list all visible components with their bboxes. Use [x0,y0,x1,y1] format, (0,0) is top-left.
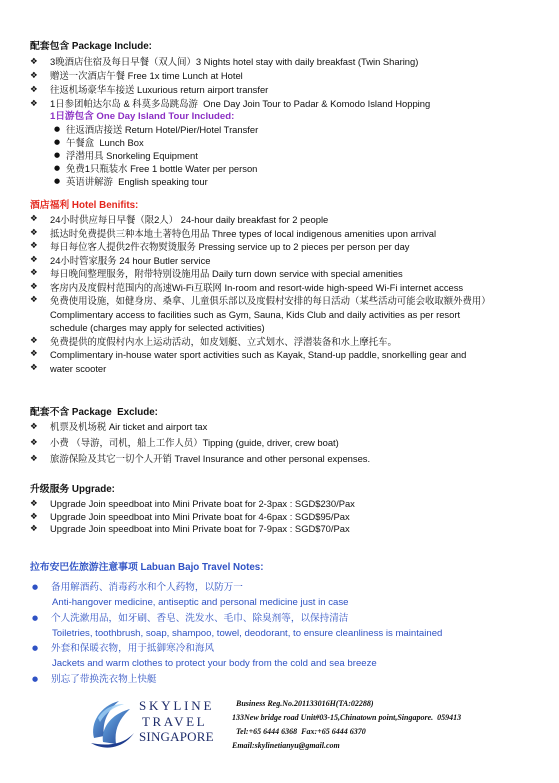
diamond-bullet-icon [30,83,38,97]
list-item-text: 赠送一次酒店午餐 Free 1x time Lunch at Hotel [50,70,243,81]
tour-included-list [0,123,559,188]
list-item-text: 每日晚间整理服务，附带特别设施用品 Daily turn down service with special amenities [50,268,403,279]
list-item-text: 往返酒店接送 Return Hotel/Pier/Hotel Transfer [66,124,259,135]
list-item [0,123,559,136]
dot-bullet-icon [54,175,60,188]
diamond-bullet-icon [30,213,38,227]
list-item [0,498,559,511]
package-exclude-title: 配套不含 Package Exclude: [30,407,158,418]
package-exclude-list [0,419,559,467]
list-item [0,335,559,349]
list-item-text: 24小时供应每日早餐（限2人） 24-hour daily breakfast for 2 people [50,214,329,225]
note-en-text: Anti-hangover medicine, antiseptic and personal medicine just in case [52,597,349,609]
list-item-text: 免费1只瓶装水 Free 1 bottle Water per person [66,163,258,174]
note-item [0,611,559,626]
logo-text-line: SKYLINE [139,698,215,713]
diamond-bullet-icon [30,523,38,536]
list-item-text: 小费 （导游，司机，船上工作人员）Tipping (guide, driver, crew boat) [50,437,339,448]
list-item-text: 免费提供的度假村内水上运动活动，如皮划艇、立式划水、浮潜装备和水上摩托车。 [50,335,397,347]
list-item-text: 抵达时免费提供三种本地土著特色用品 Three types of local indigenous amenities upon arrival [50,227,437,239]
list-item-text: 机票及机场税 Air ticket and airport tax [50,421,208,432]
list-item-text: 旅游保险及其它一切个人开销 Travel Insurance and other personal expenses. [50,453,371,464]
note-en-line [0,626,559,641]
list-item-text: Upgrade Join speedboat into Mini Private boat for 4-6pax : SGD$95/Pax [50,510,350,522]
note-zh-text: 个人洗漱用品，如牙刷、香皂、洗发水、毛巾、除臭剂等，以保持清洁 [51,612,349,624]
diamond-bullet-icon [30,281,38,295]
package-include-title: 配套包含 Package Include: [30,41,152,52]
note-en-line [0,656,559,671]
diamond-bullet-icon [30,348,38,362]
diamond-bullet-icon [30,435,38,451]
dot-bullet-icon [32,672,38,687]
diamond-bullet-icon [30,240,38,254]
list-item-text: 3晚酒店住宿及每日早餐（双人间）3 Nights hotel stay with daily breakfast (Twin Sharing) [50,56,419,67]
logo-text-line: TRAVEL [142,714,208,729]
dot-bullet-icon [54,136,60,149]
travel-notes-list [0,580,559,687]
dot-bullet-icon [32,641,38,656]
hotel-benefits-list [0,213,559,375]
dot-bullet-icon [32,580,38,595]
diamond-bullet-icon [30,451,38,467]
list-item [0,435,559,451]
list-item-text: Complimentary in-house water sport activities such as Kayak, Stand-up paddle, snorkelling gear and [50,349,467,360]
list-item [0,149,559,162]
note-en-line [0,595,559,610]
upgrade-list [0,498,559,536]
list-item [0,136,559,149]
list-item-text: 往返机场豪华车接送 Luxurious return airport transfer [50,84,269,95]
list-item [0,69,559,83]
upgrade-title: 升级服务 Upgrade: [30,484,115,495]
list-item [0,281,559,295]
list-item-text: water scooter [50,362,107,374]
note-en-text: Jackets and warm clothes to protect your body from the cold and sea breeze [52,658,377,670]
list-item-text: 免费使用设施，如健身房、桑拿、儿童俱乐部以及度假村安排的每日活动（某些活动可能会收取额外费用） [50,295,491,306]
logo-text-line: SINGAPORE [139,729,214,744]
company-email: Email:skylinetianyu@gmail.com [232,741,340,750]
dot-bullet-icon [54,149,60,162]
note-zh-text: 外套和保暖衣物，用于抵御寒冷和海风 [51,643,215,655]
dot-bullet-icon [32,611,38,626]
diamond-bullet-icon [30,227,38,241]
diamond-bullet-icon [30,511,38,524]
business-reg-number: Business Reg.No.201133016H(TA:02288) [236,699,374,708]
company-logo [88,696,224,754]
diamond-bullet-icon [30,294,38,308]
list-item [0,240,559,254]
note-item [0,672,559,687]
note-item [0,580,559,595]
list-item-continuation [0,321,559,335]
company-tel-fax: Tel:+65 6444 6368 Fax:+65 6444 6370 [236,727,366,736]
note-item [0,641,559,656]
list-item-text: 24小时管家服务 24 hour Butler service [50,254,211,266]
hotel-benefits-title: 酒店福利 Hotel Benifits: [30,200,139,211]
list-item [0,267,559,281]
note-zh-text: 别忘了带换洗衣物上快艇 [51,673,157,685]
list-item-text: schedule (charges may apply for selected activities) [50,322,265,333]
tour-included-title: 1日游包含 One Day Island Tour Included: [50,111,235,122]
list-item-text: 午餐盒 Lunch Box [66,137,144,148]
list-item [0,511,559,524]
list-item-text: Upgrade Join speedboat into Mini Private boat for 2-3pax : SGD$230/Pax [50,498,355,509]
diamond-bullet-icon [30,498,38,511]
diamond-bullet-icon [30,69,38,83]
list-item [0,451,559,467]
list-item-text: 英语讲解游 English speaking tour [66,176,208,187]
diamond-bullet-icon [30,419,38,435]
list-item-text: 每日每位客人提供2件衣物熨烫服务 Pressing service up to 2 pieces per person per day [50,241,410,252]
list-item-text: Complimentary access to facilities such as Gym, Sauna, Kids Club and daily activities as per resort [50,308,461,320]
diamond-bullet-icon [30,362,38,376]
list-item-text: 浮潜用具 Snorkeling Equipment [66,150,198,161]
list-item [0,97,559,111]
company-address: 133New bridge road Unit#03-15,Chinatown point,Singapore. 059413 [232,713,462,722]
list-item [0,162,559,175]
package-include-list [0,55,559,111]
note-en-text: Toiletries, toothbrush, soap, shampoo, towel, deodorant, to ensure cleanliness is maintained [52,627,443,639]
travel-notes-title: 拉布安巴佐旅游注意事项 Labuan Bajo Travel Notes: [30,562,264,573]
dot-bullet-icon [54,123,60,136]
list-item [0,83,559,97]
skyline-swoosh-icon [88,698,136,752]
list-item [0,55,559,69]
list-item [0,175,559,188]
diamond-bullet-icon [30,335,38,349]
list-item [0,254,559,268]
list-item [0,294,559,308]
list-item [0,227,559,241]
diamond-bullet-icon [30,55,38,69]
note-zh-text: 备用解酒药、消毒药水和个人药物，以防万一 [51,582,243,593]
list-item [0,348,559,362]
list-item-text: 客房内及度假村范围内的高速Wi-Fi互联网 In-room and resort-wide high-speed Wi-Fi internet access [50,281,464,293]
list-item-continuation [0,308,559,322]
list-item [0,419,559,435]
diamond-bullet-icon [30,97,38,111]
diamond-bullet-icon [30,267,38,281]
diamond-bullet-icon [30,254,38,268]
company-contact-info [232,697,552,753]
list-item [0,213,559,227]
list-item [0,523,559,536]
list-item-text: Upgrade Join speedboat into Mini Private boat for 7-9pax : SGD$70/Pax [50,523,350,534]
dot-bullet-icon [54,162,60,175]
list-item-text: 1日参团帕达尔岛 & 科莫多岛跳岛游 One Day Join Tour to Padar & Komodo Island Hopping [50,98,431,109]
list-item [0,362,559,376]
